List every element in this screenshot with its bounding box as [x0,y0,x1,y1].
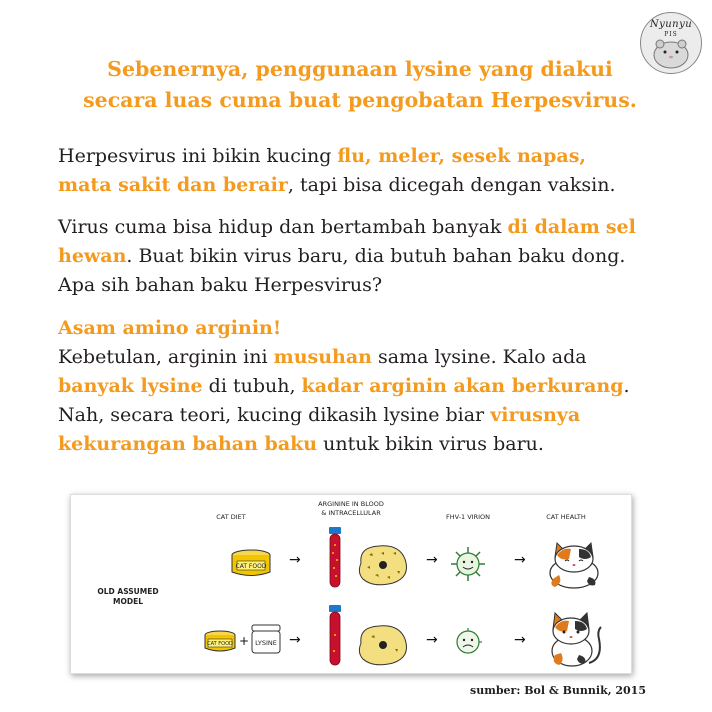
header-arginine-line-1: ARGININE IN BLOOD [318,500,384,508]
highlight: di dalam [507,216,600,238]
virus-sad-icon [451,625,485,659]
model-label-line-2: MODEL [113,597,143,606]
jar-label: LYSINE [255,639,277,647]
plus-sign: + [239,634,250,648]
header-cat-diet: CAT DIET [216,513,246,521]
highlight: flu, meler, sesek napas, [337,145,587,167]
logo-text: Nyunyu [649,19,693,30]
page-title [40,54,680,116]
cell-icon [353,541,413,589]
can-label-small: CAT FOOD [207,641,233,647]
cat-sick-icon [545,535,603,591]
text: sama lysine. Kalo ada [371,346,587,368]
paragraph-herpesvirus [58,142,668,200]
paragraph-virus [58,213,668,300]
header-arginine-line-2: & INTRACELLULAR [321,509,381,517]
highlight: kadar arginin akan berkurang [301,375,624,397]
highlight: banyak lysine [58,375,203,397]
text: Virus cuma bisa hidup dan bertambah banyak [58,216,508,238]
diagram-figure [70,494,632,674]
cat-healthy-icon [545,609,603,669]
arrow-icon: → [289,632,301,648]
text: Kebetulan, arginin ini [58,346,274,368]
title-line-1: Sebenernya, penggunaan lysine yang diakui [107,57,613,81]
arrow-icon: → [426,632,438,648]
model-label-line-1: OLD ASSUMED [97,587,159,596]
text: Herpesvirus ini bikin kucing [58,145,338,167]
text: , tapi bisa dicegah dengan vaksin. [287,174,616,196]
header-virion: FHV-1 VIRION [445,513,490,521]
arrow-icon: → [289,552,301,568]
text: . Nah, secara teori, kucing dikasih lysine biar [58,375,630,426]
highlight: musuhan [273,346,372,368]
header-cat-health: CAT HEALTH [546,513,586,521]
highlight: kekurangan bahan baku [58,433,318,455]
highlight: virusnya [490,404,581,426]
blood-tube-icon [327,605,343,667]
title-line-2: secara luas cuma buat pengobatan Herpesvirus. [83,88,637,112]
text: di tubuh, [202,375,302,397]
cell-icon [353,621,413,669]
logo-subtext: PIS [664,31,678,38]
virus-happy-icon [449,545,487,583]
header-arginine [301,500,401,518]
source-citation: sumber: Bol & Bunnik, 2015 [470,684,646,697]
text: untuk bikin virus baru. [317,433,544,455]
highlight: sel hewan [58,216,636,267]
cat-food-can-small-icon [203,630,237,654]
can-label: CAT FOOD [235,563,267,570]
arrow-icon: → [514,552,526,568]
section-heading: Asam amino arginin! [58,317,282,339]
blood-tube-icon [327,527,343,589]
text: . Buat bikin virus baru, dia butuh bahan baku dong. Apa sih bahan baku Herpesvirus? [58,245,626,296]
model-label [91,587,165,607]
paragraph-arginin [58,314,668,459]
arrow-icon: → [514,632,526,648]
arrow-icon: → [426,552,438,568]
highlight: mata sakit dan berair [58,174,288,196]
lysine-jar-icon [249,623,283,655]
cat-food-can-icon [229,548,273,580]
